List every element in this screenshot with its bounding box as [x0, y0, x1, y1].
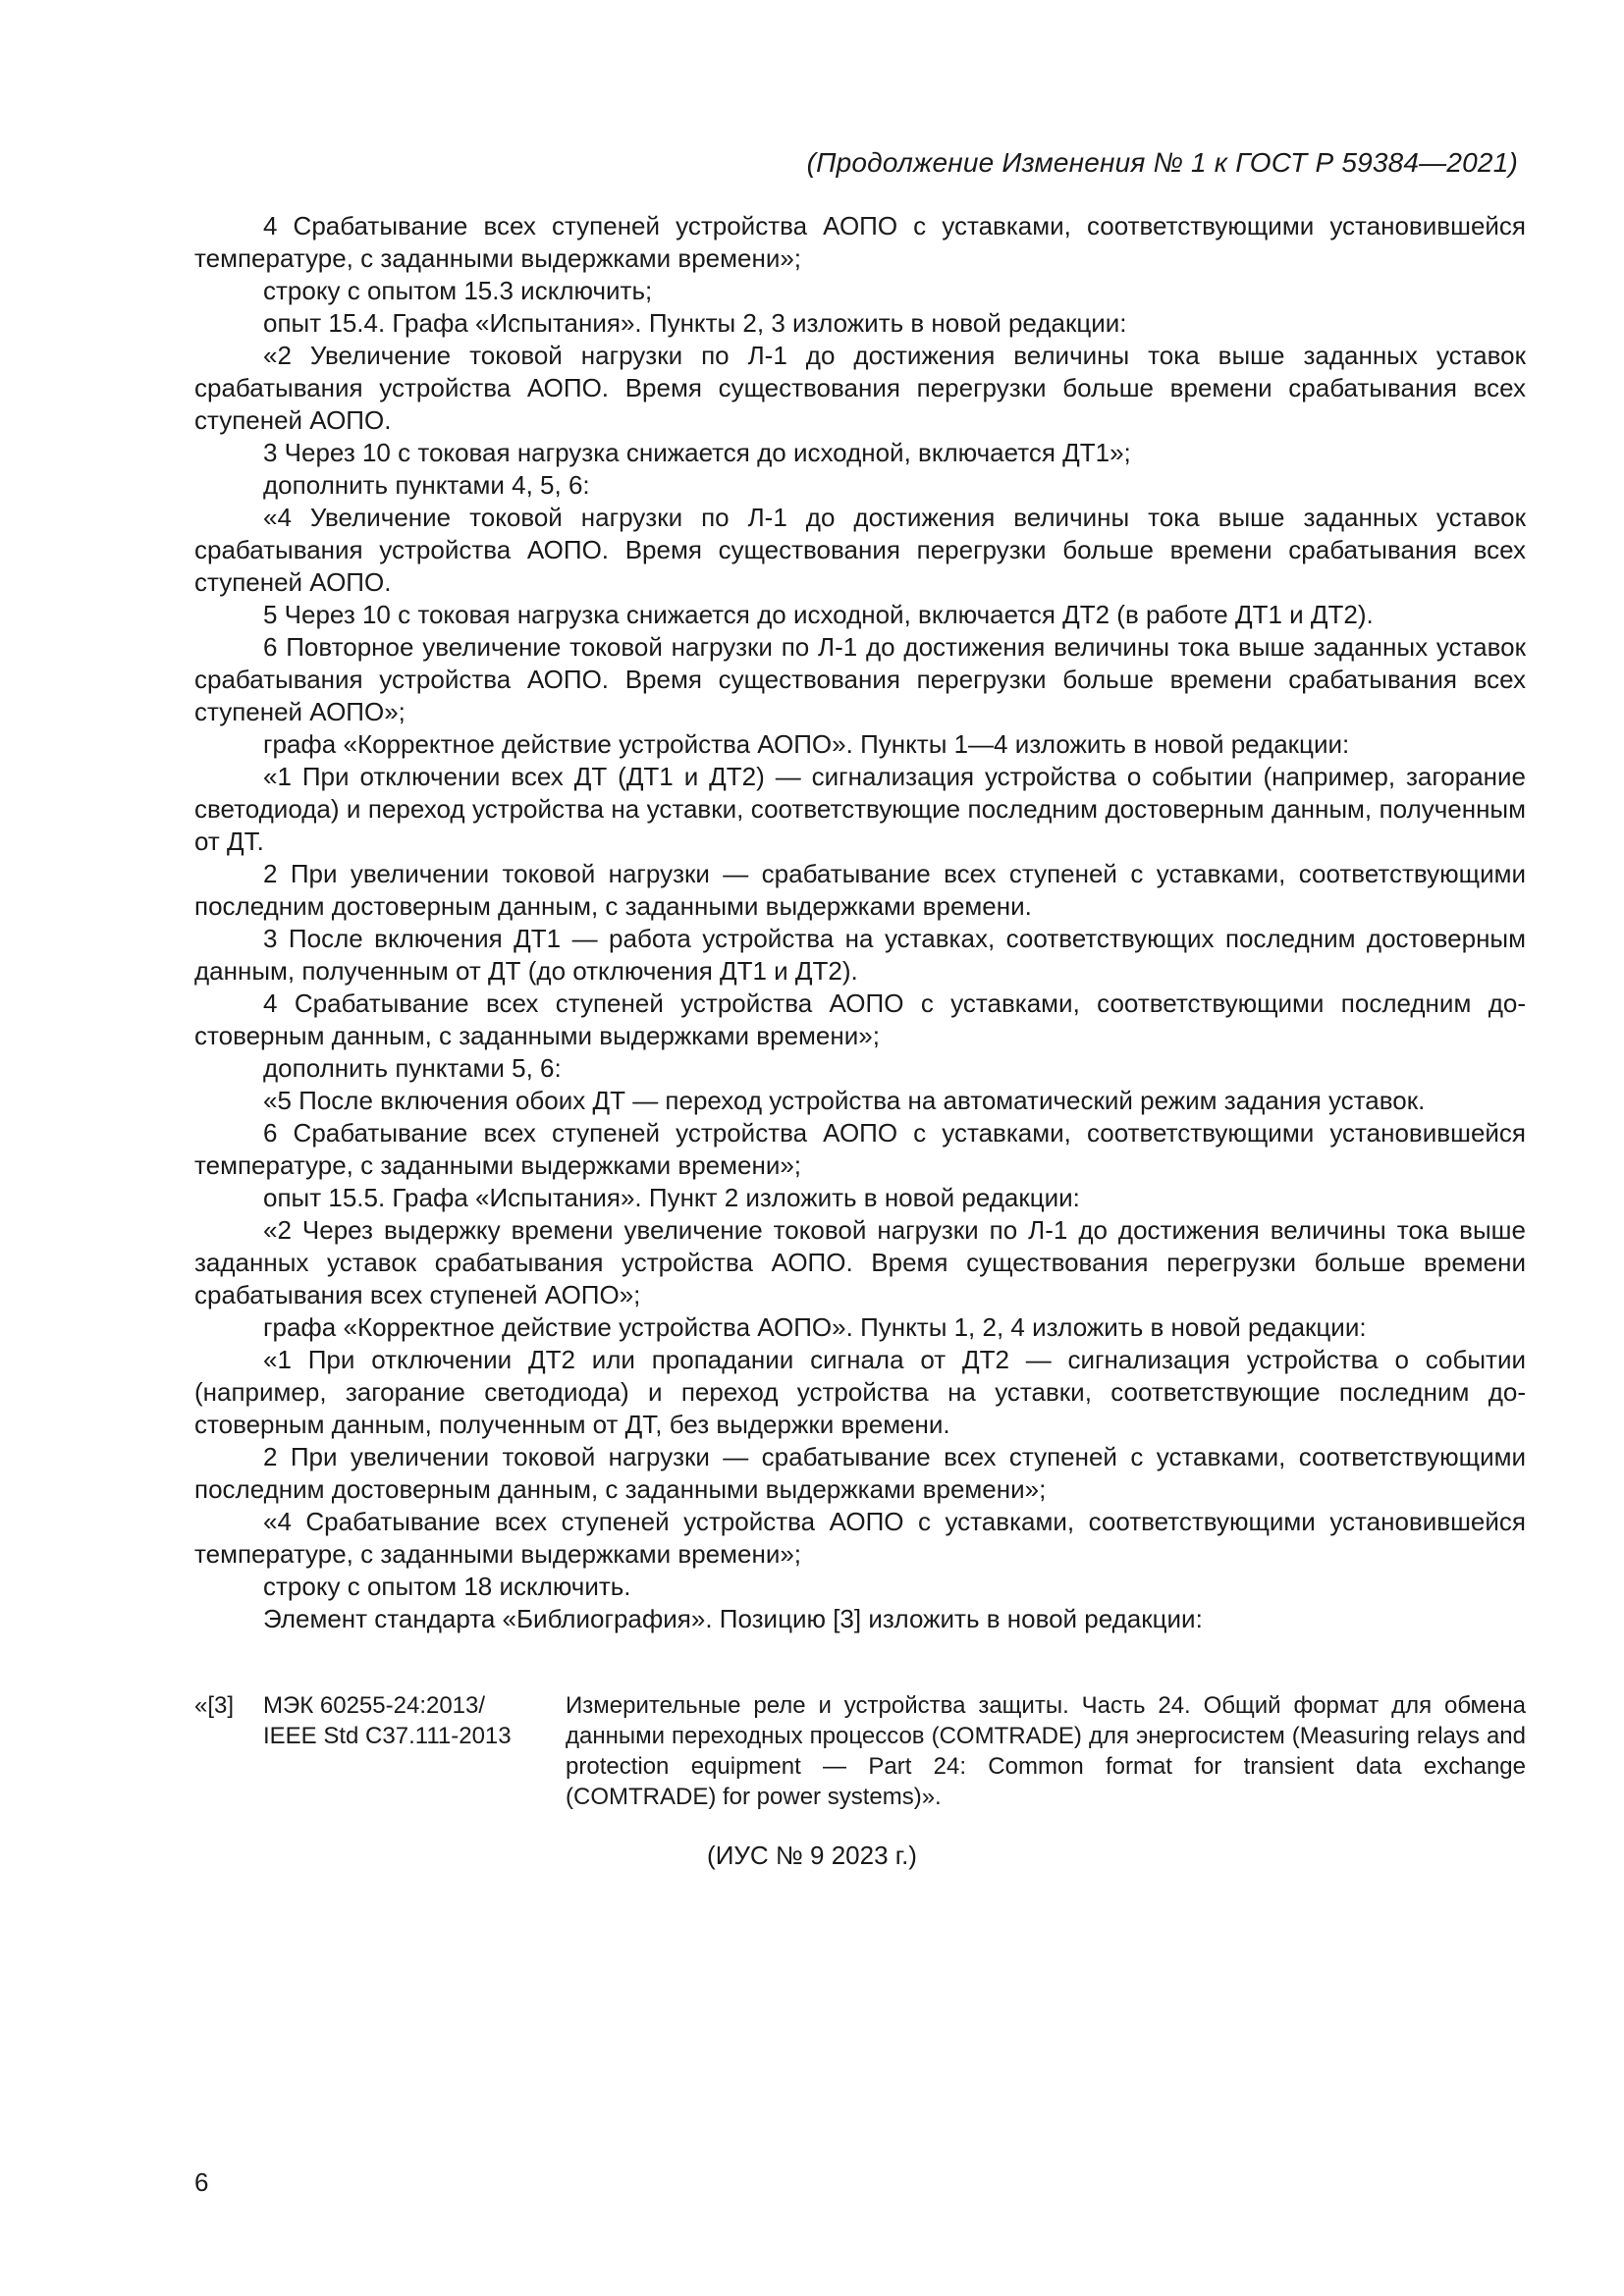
paragraph: 6 Повторное увеличение токовой нагрузки по Л-1 до достижения величины тока выше заданных уставок срабатывания устройства АОПО. Время существования перегрузки больше времени срабатывания всех ступеней АОПО»;	[194, 632, 1526, 726]
amendment-body	[194, 210, 1526, 1635]
paragraph: 5 Через 10 с токовая нагрузка снижается до исходной, включается ДТ2 (в работе ДТ1 и ДТ2).	[263, 600, 1374, 629]
paragraph: «1 При отключении ДТ2 или пропадании сигнала от ДТ2 — сигнализация устройства о событии (например, загорание светодиода) и переход устройства на уставки, соответствующие последним достоверным данным, полученным от ДТ, без выдержки времени.	[194, 1345, 1526, 1439]
paragraph: графа «Корректное действие устройства АОПО». Пункты 1—4 изложить в новой редакции:	[263, 729, 1350, 759]
bibliography-standard-code	[263, 1690, 566, 1751]
paragraph: 2 При увеличении токовой нагрузки — срабатывание всех ступеней с уставками, соответствующими последним достоверным данным, с заданными выдержками времени»;	[194, 1442, 1526, 1504]
paragraph: графа «Корректное действие устройства АОПО». Пункты 1, 2, 4 изложить в новой редакции:	[263, 1312, 1367, 1342]
issue-reference: (ИУС № 9 2023 г.)	[707, 1841, 917, 1870]
continuation-header: (Продолжение Изменения № 1 к ГОСТ Р 59384—2021)	[806, 147, 1518, 178]
paragraph: строку с опытом 15.3 исключить;	[263, 276, 653, 305]
paragraph: опыт 15.4. Графа «Испытания». Пункты 2, 3 изложить в новой редакции:	[263, 308, 1127, 338]
paragraph: «5 После включения обоих ДТ — переход устройства на автоматический режим задания уставок.	[263, 1086, 1426, 1115]
paragraph: 3 Через 10 с токовая нагрузка снижается до исходной, включается ДТ1»;	[263, 438, 1131, 467]
paragraph: 4 Срабатывание всех ступеней устройства АОПО с уставками, соответствующими установившейся температуре, с заданными выдержками времени»;	[194, 211, 1526, 273]
standard-code-line: МЭК 60255-24:2013/	[263, 1692, 486, 1719]
paragraph: опыт 15.5. Графа «Испытания». Пункт 2 изложить в новой редакции:	[263, 1183, 1080, 1212]
paragraph: «2 Увеличение токовой нагрузки по Л-1 до достижения величины тока выше заданных уставок срабатывания устройства АОПО. Время существования перегрузки больше времени срабатывания всех ступеней АОПО.	[194, 341, 1526, 435]
paragraph: 3 После включения ДТ1 — работа устройства на уставках, соответствующих последним достоверным данным, полученным от ДТ (до отключения ДТ1 и ДТ2).	[194, 924, 1526, 986]
bibliography-row	[194, 1690, 1526, 1812]
paragraph: 2 При увеличении токовой нагрузки — срабатывание всех ступеней с уставками, соответствующими последним достоверным данным, с заданными выдержками времени.	[194, 859, 1526, 921]
paragraph: «2 Через выдержку времени увеличение токовой нагрузки по Л-1 до достижения величины тока выше заданных уставок срабатывания устройства АОПО. Время существования перегрузки больше времени срабатывания всех ступеней АОПО»;	[194, 1215, 1526, 1309]
paragraph: 4 Срабатывание всех ступеней устройства АОПО с уставками, соответствующими последним достоверным данным, с заданными выдержками времени»;	[194, 988, 1526, 1050]
paragraph: дополнить пунктами 4, 5, 6:	[263, 470, 590, 500]
paragraph: «1 При отключении всех ДТ (ДТ1 и ДТ2) — сигнализация устройства о событии (например, загорание светодиода) и переход устройства на уставки, соответствующие последним достоверным данным, полученным от ДТ.	[194, 762, 1526, 856]
bibliography-description: Измерительные реле и устройства защиты. Часть 24. Общий формат для обмена данными переходных процессов (COMTRADE) для энергосистем (Measuring relays and protection equipment — Part 24: Common format for transient data exchange (COMTRADE) for power systems)».	[566, 1692, 1526, 1810]
paragraph: Элемент стандарта «Библиография». Позицию [3] изложить в новой редакции:	[263, 1604, 1203, 1633]
bibliography-number: «[3]	[194, 1692, 235, 1719]
paragraph: «4 Срабатывание всех ступеней устройства АОПО с уставками, соответствующими установившейся температуре, с заданными выдержками времени»;	[194, 1507, 1526, 1569]
bibliography-entry	[194, 1690, 1526, 1812]
paragraph: «4 Увеличение токовой нагрузки по Л-1 до достижения величины тока выше заданных уставок срабатывания устройства АОПО. Время существования перегрузки больше времени срабатывания всех ступеней АОПО.	[194, 503, 1526, 597]
paragraph: строку с опытом 18 исключить.	[263, 1572, 631, 1601]
standard-code-line: IEEE Std C37.111-2013	[263, 1723, 512, 1749]
paragraph: дополнить пунктами 5, 6:	[263, 1053, 562, 1083]
page-number: 6	[194, 2167, 209, 2197]
paragraph: 6 Срабатывание всех ступеней устройства АОПО с уставками, соответствующими установившейся температуре, с заданными выдержками времени»;	[194, 1118, 1526, 1180]
